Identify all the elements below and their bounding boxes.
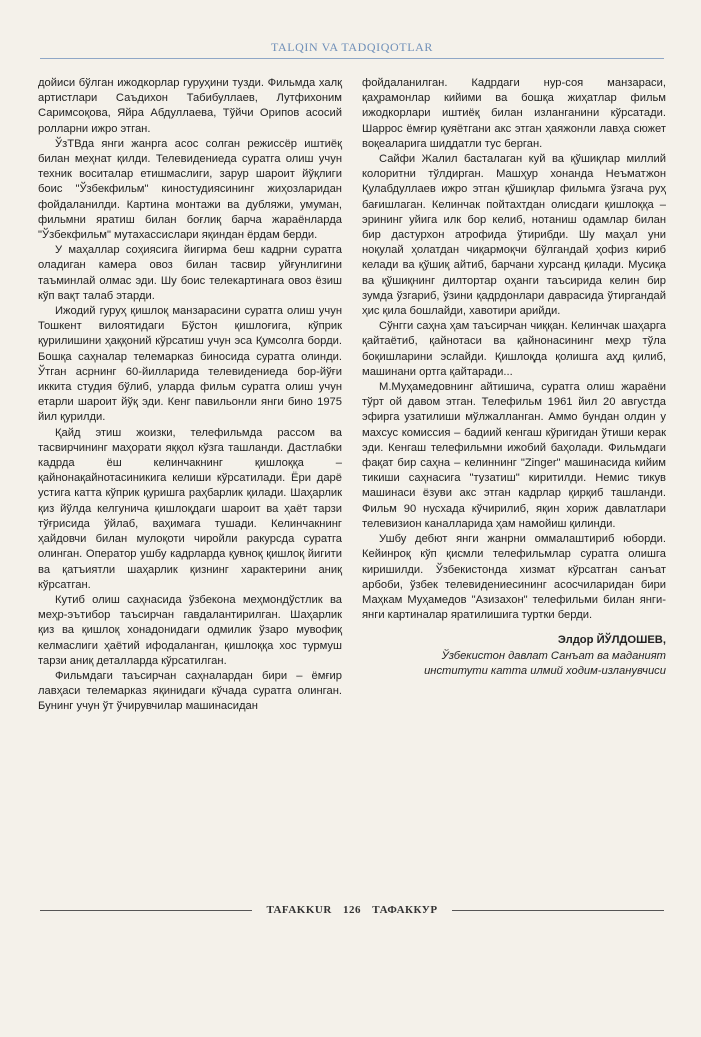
journal-name-cyrillic: ТАФАККУР [372, 904, 438, 916]
footer-rule-left [40, 910, 252, 911]
author-name: Элдор ЙЎЛДОШЕВ, [557, 634, 666, 647]
paragraph: Сўнгги саҳна ҳам таъсирчан чиққан. Келинчак шаҳарга қайтаётиб, қайнотаси ва қайнонасининг меҳр тўла боқишларини эслайди. Қишлоқда қолишга аҳд қилиб, машинани ортга қайтаради... [362, 320, 666, 378]
header-divider [40, 58, 664, 59]
page-number: 126 [343, 904, 362, 916]
article-body [38, 76, 666, 716]
author-signature [362, 633, 666, 679]
paragraph: ЎзТВда янги жанрга асос солган режиссёр иштиёқ билан меҳнат қилди. Телевидениеда суратга олиш учун техник воситалар етишмаслиги, зарур шароит йўқлиги боис "Ўзбекфильм" киностудиясининг жиҳозларидан фойдаланилди. Картина монтажи ва дубляжи, умуман, фильмни яратиш билан боғлиқ барча жараёнларда "Ўзбекфильм" мутахассислари яқиндан ёрдам берди. [38, 137, 342, 242]
paragraph: Ижодий гуруҳ қишлоқ манзарасини суратга олиш учун Тошкент вилоятидаги Бўстон қишлоғига, кўприк қурилишини ҳаққоний кўрсатиш учун эса Қумсолга борди. Бошқа саҳналар телемарказ биносида суратга олинди. Ўтган асрнинг 60-йилларида телевидениеда бор-йўғи иккита студия бўлиб, уларда фильм суратга олиш учун етарли шароит йўқ эди. Кенг павильонли янги бино 1975 йил қурилди. [38, 305, 342, 424]
footer-rule-right [452, 910, 664, 911]
paragraph: фойдаланилган. Кадрдаги нур-соя манзараси, қаҳрамонлар кийими ва бошқа жиҳатлар фильм ижодкорлари иштиёқ билан изланганини кўрсатади. Шаррос ёмғир қуяётгани акс этган ҳаяжонли лавҳа сюжет воқеаларига шиддатли тус берган. [362, 77, 666, 150]
paragraph: Сайфи Жалил басталаган куй ва қўшиқлар миллий колоритни тўлдирган. Машҳур хонанда Неъматжон Қулабдуллаев ижро этган қўшиқлар фильмга ўзгача руҳ бағишлаган. Келинчак пойтахтдан олисдаги қишлоққа – эрининг уйига илк бор келиб, нотаниш одамлар билан бир дастурхон атрофида ўтирибди. Шу маҳал уни ноқулай ҳолатдан чиқармоқчи бўлгандай ҳофиз кириб келади ва қўшиқ айтиб, барчани хурсанд қилади. Мусиқа ва қўшиқнинг дилтортар оҳанги таъсирида келин бир зумда ўзгариб, ўзини қадрдонлари даврасида ўтиргандай ҳис қила бошлайди, хавотири арийди. [362, 153, 666, 318]
author-affiliation-line-1: Ўзбекистон давлат Санъат ва маданият [441, 649, 666, 662]
paragraph: Қайд этиш жоизки, телефильмда рассом ва тасвирчининг маҳорати яққол кўзга ташланди. Дастлабки кадрда ёш келинчакнинг қишлоққа – қайнонақайнотасиникига келиши кўрсатилади. Ёри дарё устига катта кўприк қуришга раҳбарлик қилади. Шаҳарлик қиз йўлда келгунича қишлоқдаги шароит ва ҳаёт тарзи тўғрисида ўйлаб, ваҳимага тушади. Келинчакнинг ҳайдовчи билан мулоқоти чиройли ракурсда суратга олинган. Оператор ушбу кадрлардa қувноқ қишлоқ йигити ва қатъиятли шаҳарлик қизнинг характерини аниқ кўрсатган. [38, 426, 342, 591]
paragraph: дойиси бўлган ижодкорлар гуруҳини тузди. Фильмда халқ артистлари Саъдихон Табибуллаев, Лутфихоним Саримсоқова, Яйра Абдуллаева, Тўйчи Орипов асосий ролларни ижро этган. [38, 77, 342, 135]
paragraph: Ушбу дебют янги жанрни оммалаштириб юборди. Кейинроқ кўп қисмли телефильмлар суратга олишга киришилди. Ўзбекистонда хизмат кўрсатган санъат арбоби, ўзбек телевидениесининг асосчиларидан бири Маҳкам Муҳамедов "Азизахон" телефильми билан янги-янги картиналар яратилишига туртки берди. [362, 533, 666, 622]
paragraph: Кутиб олиш саҳнасида ўзбекона меҳмондўстлик ва меҳр-эътибор таъсирчан гавдалантирилган. Шаҳарлик қиз ва қишлоқ хонадонидаги одмилик ўзаро мувофиқ келмаслиги ҳаётий ифодаланган, қишлоққа хос турмуш тарзи аниқ деталларда кўрсатилган. [38, 593, 342, 667]
paragraph: Фильмдаги таъсирчан саҳналардан бири – ёмғир лавҳаси телемарказ яқинидаги кўчада суратга олинган. Бунинг учун ўт ўчирувчилар машинасидан [38, 669, 342, 713]
right-column [362, 76, 666, 716]
running-footer [40, 904, 664, 916]
left-column [38, 76, 342, 716]
footer-label [252, 904, 451, 916]
journal-name-latin: TAFAKKUR [266, 904, 332, 916]
paragraph: М.Муҳамедовнинг айтишича, суратга олиш жараёни тўрт ой давом этган. Телефильм 1961 йил 20 августда эфирга узатилиши мўлжалланган. Аммо бундан олдин у махсус комиссия – бадиий кенгаш кўригидан ўтиши керак эди. Кенгаш телефильмни ижобий баҳолади. Фильмдаги фақат бир саҳна – келиннинг "Zinger" машинасида кийим тикиши саҳнасига "тузатиш" киритилди. Немис тикув машинаси ёзуви акс этган кадрлар қирқиб ташланди. Фильм 90 нусхада кўчирилиб, яқин хориж давлатлари телевизион каналларида ҳам намойиш қилинди. [362, 381, 666, 530]
running-header [40, 40, 664, 59]
paragraph: У маҳаллар соҳиясига йигирма беш кадрни суратга оладиган камера овоз билан тасвир уйғунлигини таъминлай олмас эди. Шу боис телекартинага овоз ёзиш кўп вақт талаб этарди. [38, 244, 342, 302]
author-affiliation-line-2: институти катта илмий ходим-изланувчиси [424, 664, 666, 677]
journal-section-title: TALQIN VA TADQIQOTLAR [270, 40, 433, 54]
